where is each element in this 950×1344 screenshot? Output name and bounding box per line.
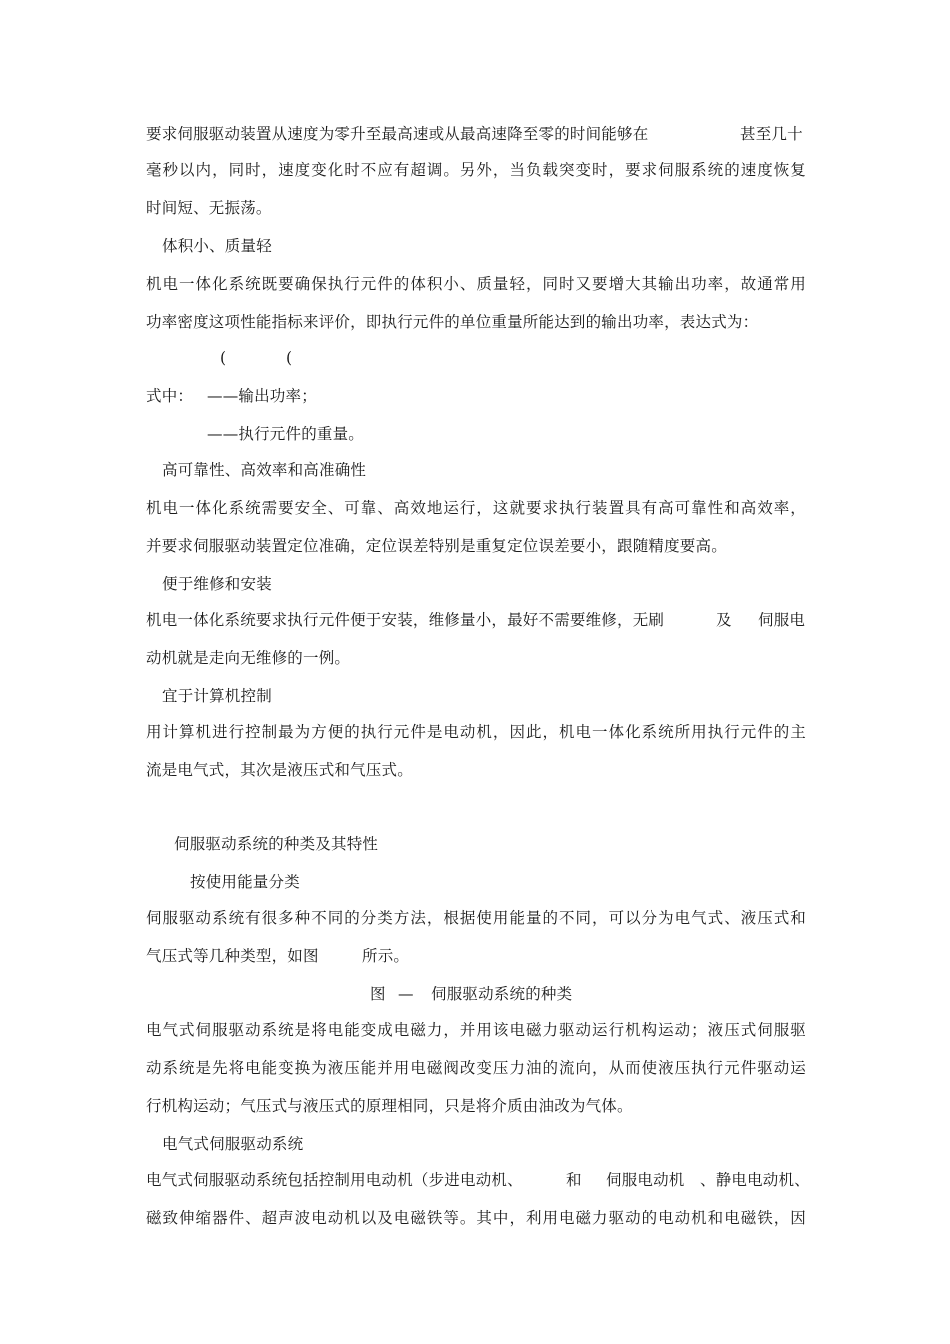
heading-reliability: 高可靠性、高效率和高准确性: [162, 461, 367, 479]
paragraph-line: 功率密度这项性能指标来评价，即执行元件的单位重量所能达到的输出功率，表达式为：: [146, 313, 759, 331]
paragraph-line: 行机构运动；气压式与液压式的原理相同，只是将介质由油改为气体。: [146, 1097, 633, 1115]
paragraph-line: 流是电气式，其次是液压式和气压式。: [146, 761, 413, 779]
figure-caption-label: 图: [370, 985, 386, 1003]
where-item: ——输出功率；: [207, 387, 317, 405]
where-item: ——执行元件的重量。: [207, 425, 365, 443]
paragraph-line: 毫秒以内，同时，速度变化时不应有超调。另外，当负载突变时，要求伺服系统的速度恢复: [146, 161, 806, 179]
paragraph-line: 时间短、无振荡。: [146, 199, 272, 217]
figure-caption-dash: —: [398, 985, 414, 1003]
heading-electric: 电气式伺服驱动系统: [162, 1135, 304, 1153]
paragraph-line: 伺服驱动系统有很多种不同的分类方法，根据使用能量的不同，可以分为电气式、液压式和: [146, 909, 806, 927]
paragraph-line: 和: [566, 1171, 582, 1189]
section-heading: 伺服驱动系统的种类及其特性: [174, 835, 379, 853]
formula-paren: (: [220, 349, 227, 367]
paragraph-line: 机电一体化系统需要安全、可靠、高效地运行，这就要求执行装置具有高可靠性和高效率，: [146, 499, 806, 517]
paragraph-line: 、静电电动机、: [700, 1171, 810, 1189]
heading-computer: 宜于计算机控制: [162, 687, 272, 705]
paragraph-line: 机电一体化系统要求执行元件便于安装，维修量小，最好不需要维修，无刷: [146, 611, 665, 629]
paragraph-line: 动机就是走向无维修的一例。: [146, 649, 351, 667]
paragraph-line: 机电一体化系统既要确保执行元件的体积小、质量轻，同时又要增大其输出功率，故通常用: [146, 275, 806, 293]
paragraph-line: 甚至几十: [740, 125, 803, 143]
paragraph-line: 气压式等几种类型，如图: [146, 947, 319, 965]
subsection-heading: 按使用能量分类: [190, 873, 300, 891]
formula-paren: (: [286, 349, 293, 367]
figure-caption-title: 伺服驱动系统的种类: [431, 985, 573, 1003]
paragraph-line: 要求伺服驱动装置从速度为零升至最高速或从最高速降至零的时间能够在: [146, 125, 649, 143]
paragraph-line: 电气式伺服驱动系统包括控制用电动机（步进电动机、: [146, 1171, 523, 1189]
paragraph-line: 电气式伺服驱动系统是将电能变成电磁力，并用该电磁力驱动运行机构运动；液压式伺服驱: [146, 1021, 806, 1039]
where-label: 式中：: [146, 387, 194, 405]
paragraph-line: 所示。: [362, 947, 410, 965]
paragraph-line: 动系统是先将电能变换为液压能并用电磁阀改变压力油的流向，从而使液压执行元件驱动运: [146, 1059, 806, 1077]
paragraph-line: 伺服电动机: [606, 1171, 685, 1189]
heading-volume: 体积小、质量轻: [162, 237, 272, 255]
paragraph-line: 伺服电: [758, 611, 806, 629]
paragraph-line: 及: [716, 611, 732, 629]
paragraph-line: 并要求伺服驱动装置定位准确，定位误差特别是重复定位误差要小，跟随精度要高。: [146, 537, 727, 555]
paragraph-line: 磁致伸缩器件、超声波电动机以及电磁铁等。其中，利用电磁力驱动的电动机和电磁铁，因: [146, 1209, 806, 1227]
heading-maintenance: 便于维修和安装: [162, 575, 272, 593]
paragraph-line: 用计算机进行控制最为方便的执行元件是电动机，因此，机电一体化系统所用执行元件的主: [146, 723, 806, 741]
